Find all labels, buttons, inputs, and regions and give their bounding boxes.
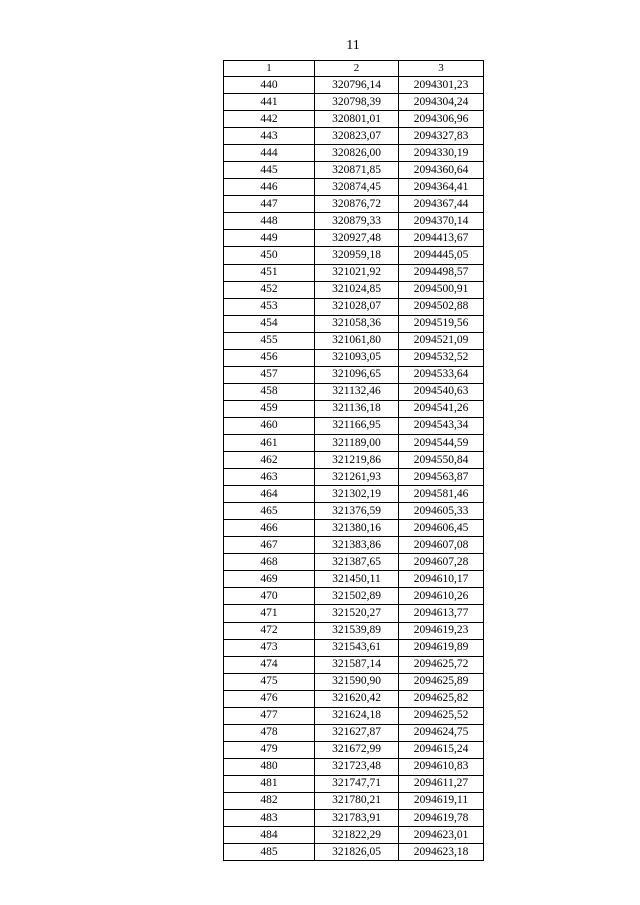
y-coordinate-cell: 2094532,52 [399, 349, 484, 366]
table-row [224, 810, 484, 827]
table-row [224, 588, 484, 605]
point-number-cell: 474 [224, 656, 315, 673]
table-row [224, 400, 484, 417]
y-coordinate-cell: 2094615,24 [399, 741, 484, 758]
x-coordinate-cell: 320959,18 [315, 247, 399, 264]
x-coordinate-cell: 321450,11 [315, 571, 399, 588]
y-coordinate-cell: 2094581,46 [399, 486, 484, 503]
y-coordinate-cell: 2094330,19 [399, 145, 484, 162]
y-coordinate-cell: 2094606,45 [399, 520, 484, 537]
x-coordinate-cell: 321058,36 [315, 315, 399, 332]
y-coordinate-cell: 2094610,17 [399, 571, 484, 588]
y-coordinate-cell: 2094364,41 [399, 179, 484, 196]
y-coordinate-cell: 2094607,28 [399, 554, 484, 571]
table-row [224, 162, 484, 179]
point-number-cell: 451 [224, 264, 315, 281]
y-coordinate-cell: 2094306,96 [399, 111, 484, 128]
x-coordinate-cell: 321061,80 [315, 332, 399, 349]
y-coordinate-cell: 2094370,14 [399, 213, 484, 230]
y-coordinate-cell: 2094498,57 [399, 264, 484, 281]
table-row [224, 213, 484, 230]
column-header-3: 3 [399, 61, 484, 77]
y-coordinate-cell: 2094623,18 [399, 844, 484, 861]
x-coordinate-cell: 320876,72 [315, 196, 399, 213]
point-number-cell: 483 [224, 810, 315, 827]
point-number-cell: 457 [224, 366, 315, 383]
x-coordinate-cell: 320927,48 [315, 230, 399, 247]
table-row [224, 264, 484, 281]
y-coordinate-cell: 2094533,64 [399, 366, 484, 383]
point-number-cell: 479 [224, 741, 315, 758]
table-row [224, 605, 484, 622]
point-number-cell: 445 [224, 162, 315, 179]
point-number-cell: 476 [224, 690, 315, 707]
point-number-cell: 452 [224, 281, 315, 298]
table-row [224, 639, 484, 656]
x-coordinate-cell: 321028,07 [315, 298, 399, 315]
y-coordinate-cell: 2094445,05 [399, 247, 484, 264]
table-row [224, 503, 484, 520]
y-coordinate-cell: 2094360,64 [399, 162, 484, 179]
point-number-cell: 460 [224, 417, 315, 434]
point-number-cell: 478 [224, 724, 315, 741]
table-row [224, 724, 484, 741]
table-row [224, 94, 484, 111]
x-coordinate-cell: 320879,33 [315, 213, 399, 230]
x-coordinate-cell: 320826,00 [315, 145, 399, 162]
table-row [224, 452, 484, 469]
point-number-cell: 471 [224, 605, 315, 622]
table-row [224, 673, 484, 690]
x-coordinate-cell: 320874,45 [315, 179, 399, 196]
point-number-cell: 442 [224, 111, 315, 128]
y-coordinate-cell: 2094619,89 [399, 639, 484, 656]
point-number-cell: 441 [224, 94, 315, 111]
y-coordinate-cell: 2094619,78 [399, 810, 484, 827]
y-coordinate-cell: 2094327,83 [399, 128, 484, 145]
y-coordinate-cell: 2094301,23 [399, 77, 484, 94]
x-coordinate-cell: 321672,99 [315, 741, 399, 758]
table-body [224, 77, 484, 861]
point-number-cell: 481 [224, 775, 315, 792]
x-coordinate-cell: 320798,39 [315, 94, 399, 111]
point-number-cell: 447 [224, 196, 315, 213]
point-number-cell: 468 [224, 554, 315, 571]
y-coordinate-cell: 2094619,23 [399, 622, 484, 639]
y-coordinate-cell: 2094541,26 [399, 400, 484, 417]
table-row [224, 827, 484, 844]
table-row [224, 486, 484, 503]
table-row [224, 145, 484, 162]
table-row [224, 111, 484, 128]
x-coordinate-cell: 321822,29 [315, 827, 399, 844]
table-row [224, 844, 484, 861]
x-coordinate-cell: 320801,01 [315, 111, 399, 128]
table-row [224, 792, 484, 809]
point-number-cell: 455 [224, 332, 315, 349]
table-row [224, 315, 484, 332]
y-coordinate-cell: 2094367,44 [399, 196, 484, 213]
point-number-cell: 443 [224, 128, 315, 145]
y-coordinate-cell: 2094519,56 [399, 315, 484, 332]
y-coordinate-cell: 2094623,01 [399, 827, 484, 844]
y-coordinate-cell: 2094605,33 [399, 503, 484, 520]
x-coordinate-cell: 321627,87 [315, 724, 399, 741]
x-coordinate-cell: 321021,92 [315, 264, 399, 281]
x-coordinate-cell: 321780,21 [315, 792, 399, 809]
point-number-cell: 472 [224, 622, 315, 639]
x-coordinate-cell: 321587,14 [315, 656, 399, 673]
point-number-cell: 473 [224, 639, 315, 656]
x-coordinate-cell: 321747,71 [315, 775, 399, 792]
table-row [224, 179, 484, 196]
header-row [224, 61, 484, 77]
y-coordinate-cell: 2094540,63 [399, 383, 484, 400]
point-number-cell: 448 [224, 213, 315, 230]
point-number-cell: 465 [224, 503, 315, 520]
y-coordinate-cell: 2094607,08 [399, 537, 484, 554]
x-coordinate-cell: 321543,61 [315, 639, 399, 656]
table-row [224, 707, 484, 724]
x-coordinate-cell: 321590,90 [315, 673, 399, 690]
x-coordinate-cell: 321166,95 [315, 417, 399, 434]
point-number-cell: 456 [224, 349, 315, 366]
x-coordinate-cell: 321136,18 [315, 400, 399, 417]
y-coordinate-cell: 2094611,27 [399, 775, 484, 792]
point-number-cell: 444 [224, 145, 315, 162]
point-number-cell: 475 [224, 673, 315, 690]
x-coordinate-cell: 321380,16 [315, 520, 399, 537]
y-coordinate-cell: 2094563,87 [399, 469, 484, 486]
coordinates-table [223, 60, 484, 861]
table-row [224, 298, 484, 315]
x-coordinate-cell: 321376,59 [315, 503, 399, 520]
y-coordinate-cell: 2094413,67 [399, 230, 484, 247]
point-number-cell: 463 [224, 469, 315, 486]
x-coordinate-cell: 321261,93 [315, 469, 399, 486]
table-row [224, 537, 484, 554]
y-coordinate-cell: 2094619,11 [399, 792, 484, 809]
table-row [224, 656, 484, 673]
point-number-cell: 469 [224, 571, 315, 588]
table-header [224, 61, 484, 77]
y-coordinate-cell: 2094624,75 [399, 724, 484, 741]
y-coordinate-cell: 2094521,09 [399, 332, 484, 349]
x-coordinate-cell: 320796,14 [315, 77, 399, 94]
y-coordinate-cell: 2094625,72 [399, 656, 484, 673]
table-row [224, 247, 484, 264]
y-coordinate-cell: 2094625,52 [399, 707, 484, 724]
x-coordinate-cell: 321520,27 [315, 605, 399, 622]
point-number-cell: 459 [224, 400, 315, 417]
table-row [224, 349, 484, 366]
table-row [224, 196, 484, 213]
table-row [224, 571, 484, 588]
y-coordinate-cell: 2094544,59 [399, 434, 484, 451]
y-coordinate-cell: 2094550,84 [399, 452, 484, 469]
x-coordinate-cell: 321024,85 [315, 281, 399, 298]
x-coordinate-cell: 321096,65 [315, 366, 399, 383]
x-coordinate-cell: 321783,91 [315, 810, 399, 827]
point-number-cell: 462 [224, 452, 315, 469]
x-coordinate-cell: 321383,86 [315, 537, 399, 554]
x-coordinate-cell: 320871,85 [315, 162, 399, 179]
point-number-cell: 454 [224, 315, 315, 332]
table-row [224, 128, 484, 145]
table-row [224, 469, 484, 486]
point-number-cell: 440 [224, 77, 315, 94]
x-coordinate-cell: 321539,89 [315, 622, 399, 639]
table-row [224, 366, 484, 383]
x-coordinate-cell: 321132,46 [315, 383, 399, 400]
x-coordinate-cell: 321826,05 [315, 844, 399, 861]
point-number-cell: 477 [224, 707, 315, 724]
y-coordinate-cell: 2094625,82 [399, 690, 484, 707]
point-number-cell: 484 [224, 827, 315, 844]
x-coordinate-cell: 321624,18 [315, 707, 399, 724]
column-header-2: 2 [315, 61, 399, 77]
table-row [224, 383, 484, 400]
point-number-cell: 458 [224, 383, 315, 400]
y-coordinate-cell: 2094613,77 [399, 605, 484, 622]
table-row [224, 775, 484, 792]
x-coordinate-cell: 321502,89 [315, 588, 399, 605]
point-number-cell: 480 [224, 758, 315, 775]
y-coordinate-cell: 2094625,89 [399, 673, 484, 690]
x-coordinate-cell: 321723,48 [315, 758, 399, 775]
table-row [224, 281, 484, 298]
point-number-cell: 482 [224, 792, 315, 809]
point-number-cell: 464 [224, 486, 315, 503]
point-number-cell: 467 [224, 537, 315, 554]
y-coordinate-cell: 2094304,24 [399, 94, 484, 111]
point-number-cell: 446 [224, 179, 315, 196]
table-row [224, 434, 484, 451]
page-number: 11 [346, 38, 360, 53]
table-row [224, 758, 484, 775]
x-coordinate-cell: 321219,86 [315, 452, 399, 469]
point-number-cell: 466 [224, 520, 315, 537]
x-coordinate-cell: 321387,65 [315, 554, 399, 571]
x-coordinate-cell: 321620,42 [315, 690, 399, 707]
table-row [224, 690, 484, 707]
table-row [224, 332, 484, 349]
column-header-1: 1 [224, 61, 315, 77]
point-number-cell: 485 [224, 844, 315, 861]
x-coordinate-cell: 320823,07 [315, 128, 399, 145]
y-coordinate-cell: 2094610,83 [399, 758, 484, 775]
x-coordinate-cell: 321093,05 [315, 349, 399, 366]
table-row [224, 77, 484, 94]
table-row [224, 520, 484, 537]
point-number-cell: 461 [224, 434, 315, 451]
table-row [224, 230, 484, 247]
point-number-cell: 449 [224, 230, 315, 247]
point-number-cell: 470 [224, 588, 315, 605]
y-coordinate-cell: 2094502,88 [399, 298, 484, 315]
y-coordinate-cell: 2094500,91 [399, 281, 484, 298]
table-row [224, 417, 484, 434]
y-coordinate-cell: 2094610,26 [399, 588, 484, 605]
point-number-cell: 450 [224, 247, 315, 264]
table-row [224, 741, 484, 758]
table-row [224, 622, 484, 639]
table-row [224, 554, 484, 571]
x-coordinate-cell: 321302,19 [315, 486, 399, 503]
x-coordinate-cell: 321189,00 [315, 434, 399, 451]
point-number-cell: 453 [224, 298, 315, 315]
y-coordinate-cell: 2094543,34 [399, 417, 484, 434]
